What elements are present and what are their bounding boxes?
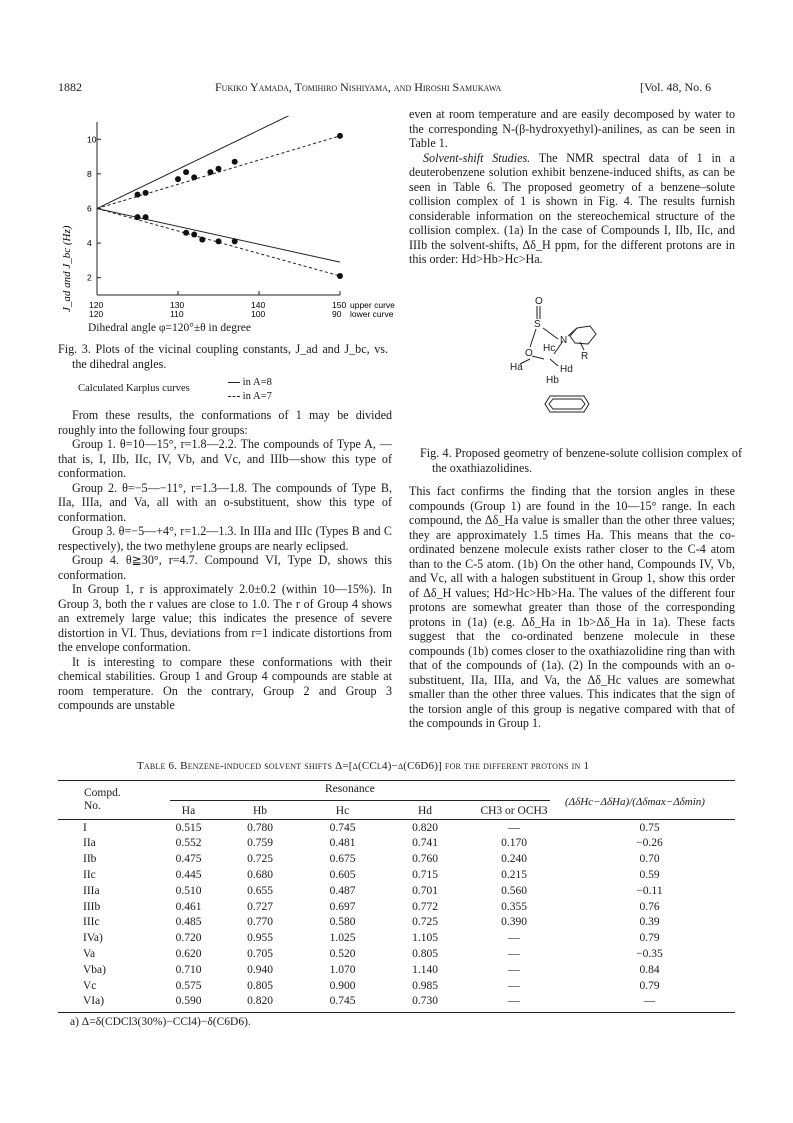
cell-hb: 0.955 [247, 932, 273, 945]
figure-3-caption [58, 342, 388, 407]
data-point-upper [216, 166, 222, 172]
label-nitrogen: N [560, 335, 568, 346]
y-axis-label: J_ad and J_bc (Hz) [61, 225, 73, 312]
label-r-group: R [581, 351, 589, 362]
table-head-compd: Compd. No. [84, 787, 121, 812]
paragraph-group2: Group 2. θ=−5—−11°, r=1.3—1.8. The compounds of Type B, IIa, IIIa, and Va, all with an o-substituent, show this type of conformation. [58, 480, 392, 524]
col-hb: Hb [252, 804, 268, 817]
table-body [58, 819, 735, 1009]
paragraph-group4: Group 4. θ≧30°, r=4.7. Compound VI, Type D, shows this conformation. [58, 553, 392, 582]
karplus-curve-solid [97, 112, 340, 209]
legend-solid-label: in A=8 [242, 377, 272, 388]
data-point-lower [216, 238, 222, 244]
cell-hd: 0.741 [412, 837, 438, 850]
cell-hb: 0.940 [247, 963, 273, 976]
karplus-curve-solid [97, 209, 340, 263]
paragraph-intro: From these results, the conformations of 1 may be divided roughly into the following four groups: [58, 408, 392, 437]
data-point-upper [183, 169, 189, 175]
table-row [58, 946, 735, 962]
cell-compound: IIc [83, 869, 96, 882]
data-point-lower [183, 230, 189, 236]
figure-3-chart [50, 112, 395, 340]
data-point-lower [232, 238, 238, 244]
cell-hb: 0.655 [247, 884, 273, 897]
cell-compound: IIIa [83, 884, 100, 897]
data-point-lower [337, 273, 343, 279]
data-point-upper [175, 176, 181, 182]
cell-compound: I [83, 821, 87, 834]
karplus-curves [97, 112, 340, 276]
cell-ratio: 0.59 [639, 869, 660, 882]
cell-hd: 1.140 [412, 963, 438, 976]
legend-dashed-entry [228, 391, 272, 402]
x-tick-label-upper: 150 [332, 300, 347, 310]
cell-ratio: −0.11 [636, 884, 663, 897]
cell-hc: 0.605 [329, 869, 356, 882]
legend-solid-entry [228, 377, 272, 388]
cell-hc: 0.745 [329, 995, 356, 1008]
cell-hc: 0.900 [329, 979, 356, 992]
paragraph-in-group1: In Group 1, r is approximately 2.0±0.2 (within 10—15%). In Group 3, both the r values are close to 1.0. The r of Group 4 shows an extremely large value; this indicates the presence of severe distortion in VI. Thus, deviations from r=1 indicate distortions from the envelope conformation. [58, 582, 392, 654]
cell-ch3: 0.560 [501, 884, 527, 897]
table-footnote: a) Δ=δ(CDCl3(30%)−CCl4)−δ(C6D6). [70, 1016, 251, 1028]
table-row [58, 819, 735, 835]
label-hd: Hd [560, 364, 573, 375]
data-point-upper [337, 133, 343, 139]
label-oxygen-ring: O [525, 348, 533, 359]
cell-ha: 0.510 [175, 884, 202, 897]
cell-ch3: 0.215 [501, 869, 527, 882]
cell-ratio: −0.35 [636, 948, 663, 961]
legend-dashed-label: in A=7 [242, 391, 272, 402]
cell-compound: IIa [83, 837, 96, 850]
cell-hd: 0.805 [412, 948, 438, 961]
data-point-upper [135, 192, 141, 198]
x-tick-label-lower: 90 [332, 309, 342, 319]
cell-ratio: 0.39 [639, 916, 660, 929]
cell-hb: 0.727 [247, 900, 273, 913]
running-authors: Fukiko Yamada, Tomihiro Nishiyama, and Hiroshi Samukawa [215, 80, 502, 94]
cell-hc: 0.697 [329, 900, 356, 913]
lower-curve-label: lower curve [350, 309, 394, 319]
cell-ha: 0.445 [175, 869, 202, 882]
cell-ha: 0.515 [175, 821, 202, 834]
cell-compound: IIIc [83, 916, 100, 929]
y-tick-label: 8 [87, 168, 92, 179]
figure-4-structure [510, 296, 730, 436]
table-row [58, 915, 735, 931]
cell-hc: 0.675 [329, 853, 356, 866]
cell-ha: 0.475 [175, 853, 202, 866]
data-point-upper [191, 174, 197, 180]
paragraph-interesting: It is interesting to compare these conformations with their chemical stabilities. Group 1 and Group 4 compounds are stable at room temperature. On the contrary, Group 2 and Group 3 compounds are unstable [58, 654, 392, 712]
table-row [58, 930, 735, 946]
table-head-ratio: (ΔδHc−ΔδHa)/(Δδmax−Δδmin) [565, 796, 705, 808]
label-hb: Hb [546, 375, 559, 386]
cell-hb: 0.759 [247, 837, 273, 850]
cell-hb: 0.705 [247, 948, 273, 961]
table-row [58, 962, 735, 978]
table-head-resonance: Resonance [325, 783, 375, 795]
table-row [58, 851, 735, 867]
data-point-lower [135, 214, 141, 220]
cell-ch3: — [508, 995, 520, 1008]
data-point-lower [191, 231, 197, 237]
cell-hb: 0.725 [247, 853, 273, 866]
cell-hd: 0.760 [412, 853, 438, 866]
cell-ratio: 0.75 [639, 821, 660, 834]
cell-hd: 0.772 [412, 900, 438, 913]
cell-compound: IVa) [83, 932, 103, 945]
paragraph-solvent-shift [409, 151, 735, 267]
resonance-brace [170, 800, 550, 801]
cell-hd: 0.985 [412, 979, 438, 992]
data-point-lower [143, 214, 149, 220]
cell-ratio: 0.76 [639, 900, 660, 913]
x-tick-label-lower: 120 [89, 309, 104, 319]
label-ha: Ha [510, 362, 523, 373]
table-row [58, 867, 735, 883]
cell-hd: 0.725 [412, 916, 438, 929]
x-tick-label-upper: 130 [170, 300, 185, 310]
cell-ch3: 0.355 [501, 900, 527, 913]
cell-ratio: −0.26 [636, 837, 663, 850]
x-tick-label-upper: 120 [89, 300, 104, 310]
cell-ratio: 0.70 [639, 853, 660, 866]
cell-compound: Va [83, 948, 96, 961]
label-sulfur: S [534, 319, 541, 330]
paragraph-group1: Group 1. θ=10—15°, r=1.8—2.2. The compounds of Type A, —that is, I, IIb, IIc, IV, Vb, and Vc, and IIIb—show this type of conformation. [58, 437, 392, 480]
cell-hc: 1.070 [329, 963, 356, 976]
cell-ch3: — [508, 948, 520, 961]
chart-axes [97, 122, 340, 295]
cell-ch3: — [508, 821, 520, 834]
cell-hd: 0.820 [412, 821, 438, 834]
cell-ch3: — [508, 932, 520, 945]
cell-ha: 0.720 [175, 932, 202, 945]
table-row [58, 883, 735, 899]
y-tick-label: 10 [87, 134, 97, 145]
cell-hc: 0.481 [329, 837, 356, 850]
data-point-lower [199, 237, 205, 243]
table-row [58, 899, 735, 915]
table-row [58, 836, 735, 852]
y-tick-label: 6 [87, 203, 92, 214]
tick-labels [87, 134, 395, 319]
label-oxygen-top: O [535, 296, 543, 307]
cell-hb: 0.680 [247, 869, 273, 882]
cell-hc: 0.745 [329, 821, 356, 834]
cell-ha: 0.620 [175, 948, 202, 961]
fig3-caption-text: Fig. 3. Plots of the vicinal coupling constants, J_ad and J_bc, vs. the dihedral angles. [58, 342, 388, 371]
table-header-row [58, 803, 735, 819]
cell-hc: 0.580 [329, 916, 356, 929]
page-number: 1882 [58, 80, 82, 94]
cell-ch3: 0.390 [501, 916, 527, 929]
data-point-upper [207, 169, 213, 175]
col-hc: Hc [335, 804, 350, 817]
x-tick-label-lower: 110 [170, 309, 184, 319]
solvent-shift-body: The NMR spectral data of 1 in a deuterobenzene solution exhibit benzene-induced shifts, as can be seen in Table 6. The proposed geometry of a benzene–solute collision complex of 1 is shown in Fig. 4. The results furnish considerable information on the stereochemical structure of the collision complex. (1a) In the case of Compounds I, IIb, IIc, and IIIb the solvent-shifts, Δδ_H ppm, for the different protons are in this order: Hd>Hb>Hc>Ha. [409, 150, 735, 266]
cell-ha: 0.552 [175, 837, 202, 850]
cell-hd: 0.701 [412, 884, 438, 897]
cell-hd: 0.715 [412, 869, 438, 882]
cell-ratio: 0.84 [639, 963, 660, 976]
cell-ch3: 0.170 [501, 837, 527, 850]
cell-ratio: 0.79 [639, 979, 660, 992]
data-point-upper [232, 159, 238, 165]
cell-ch3: — [508, 979, 520, 992]
table-row [58, 994, 735, 1010]
paragraph-continuation: even at room temperature and are easily decomposed by water to the corresponding N-(β-hydroxyethyl)-anilines, as can be seen in Table 1. [409, 107, 735, 150]
y-tick-label: 2 [87, 272, 92, 283]
cell-ratio: — [643, 995, 656, 1008]
cell-ch3: 0.240 [501, 853, 527, 866]
fig3-caption-line2: Calculated Karplus curves [78, 383, 190, 394]
cell-compound: VIa) [83, 995, 105, 1008]
cell-hb: 0.770 [247, 916, 273, 929]
table-6-title: Table 6. Benzene-induced solvent shifts Δ=[δ(CCl4)−δ(C6D6)] for the different protons in 1 [137, 760, 590, 772]
paragraph-right-bottom: This fact confirms the finding that the torsion angles in these compounds (Group 1) are found in the 10—15° range. In each compound, the Δδ_Ha value is smaller than the other three values; they are approximately 1.5 times Ha. This means that the co-ordinated benzene molecule exists rather closer to the C-4 atom than to the C-5 atom. (1b) On the other hand, Compounds IV, Vb, and Vc, all with a halogen substituent in Group 1, show this order of Δδ_H values; Hd>Hc>Hb>Ha. The values of the different four protons are somewhat greater than those of the corresponding protons in (1a) (e.g. Δδ_Ha in 1b>Δδ_Ha in 1a). These facts suggest that the co-ordinated benzene molecule in these compounds (1b) comes closer to the oxathiazolidine ring than with that of the compounds of (1a). (2) In the compounds with an o-substituent, IIa, IIIa, and Va, the Δδ_Hc values are somewhat smaller than the other three values. This indicates that the sign of the torsion angle of this group is negative compared with that of the compounds in Group 1. [409, 484, 735, 730]
col-ch3: CH3 or OCH3 [480, 804, 548, 817]
cell-hc: 0.520 [329, 948, 356, 961]
table-top-rule [58, 780, 735, 781]
data-points [135, 133, 344, 279]
cell-hd: 1.105 [412, 932, 438, 945]
cell-hb: 0.805 [247, 979, 273, 992]
left-column-text [58, 408, 392, 713]
paragraph-group3: Group 3. θ=−5—+4°, r=1.2—1.3. In IIIa and IIIc (Types B and C respectively), the two methylene groups are nearly eclipsed. [58, 524, 392, 553]
col-ha: Ha [181, 804, 196, 817]
label-hc: Hc [543, 343, 556, 354]
cell-compound: Vba) [83, 963, 106, 976]
cell-hc: 1.025 [329, 932, 356, 945]
cell-hc: 0.487 [329, 884, 356, 897]
cell-hb: 0.820 [247, 995, 273, 1008]
cell-ch3: — [508, 963, 520, 976]
cell-ha: 0.575 [175, 979, 202, 992]
col-hd: Hd [417, 804, 433, 817]
volume-info: [Vol. 48, No. 6 [640, 80, 712, 94]
cell-ha: 0.485 [175, 916, 202, 929]
figure-4-caption: Fig. 4. Proposed geometry of benzene-solute collision complex of the oxathiazolidines. [420, 446, 742, 475]
x-axis-label: Dihedral angle φ=120°±θ in degree [88, 322, 252, 334]
cell-ha: 0.590 [175, 995, 202, 1008]
cell-compound: IIIb [83, 900, 101, 913]
right-column-top [409, 107, 735, 267]
upper-curve-label: upper curve [350, 300, 395, 310]
cell-compound: Vc [83, 979, 97, 992]
cell-hd: 0.730 [412, 995, 438, 1008]
solvent-shift-title: Solvent-shift Studies. [423, 150, 531, 165]
x-tick-label-upper: 140 [251, 300, 266, 310]
cell-ha: 0.710 [175, 963, 202, 976]
cell-ha: 0.461 [175, 900, 202, 913]
table-6 [58, 803, 735, 1009]
data-point-upper [143, 190, 149, 196]
cell-hb: 0.780 [247, 821, 273, 834]
cell-compound: IIb [83, 853, 97, 866]
cell-ratio: 0.79 [639, 932, 660, 945]
y-tick-label: 4 [87, 238, 92, 249]
table-row [58, 978, 735, 994]
table-bottom-rule [58, 1012, 735, 1013]
karplus-curve-dashed [97, 136, 340, 209]
x-tick-label-lower: 100 [251, 309, 266, 319]
